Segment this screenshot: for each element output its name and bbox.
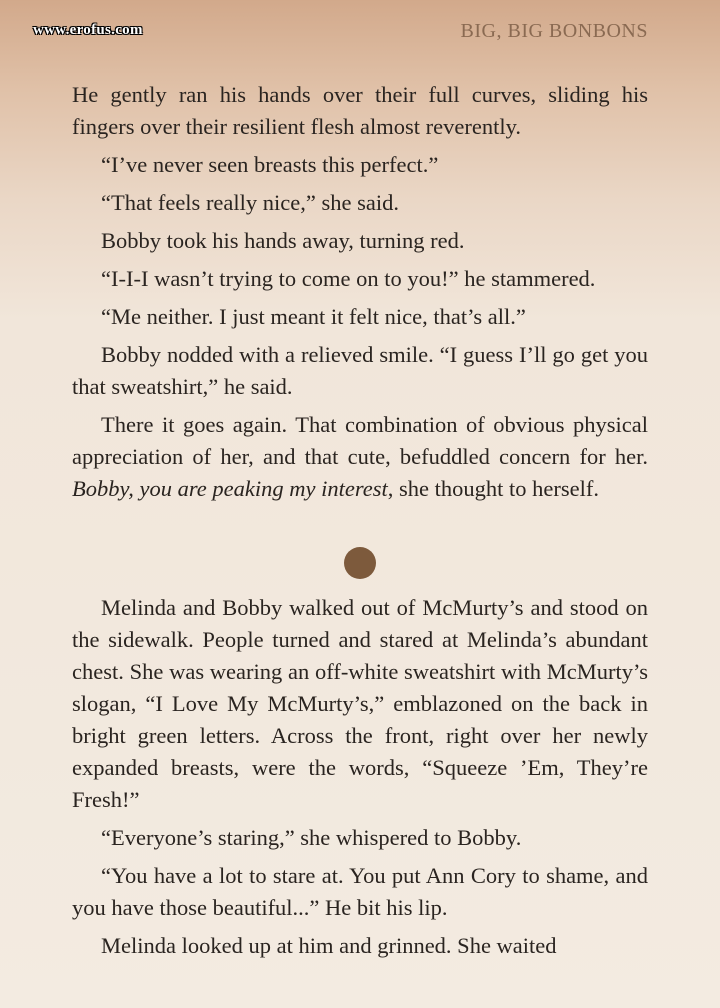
- paragraph-8-italic: Bobby, you are peaking my interest: [72, 476, 388, 501]
- paragraph-8-text: There it goes again. That combination of obvious physical appreciation of her, and that cute, befuddled concern for her.: [72, 412, 648, 469]
- paragraph-2: “I’ve never seen breasts this perfect.”: [101, 152, 439, 177]
- text-section-1: [72, 79, 648, 511]
- section-break-dot-icon: [344, 547, 376, 579]
- paragraph-10: “Everyone’s staring,” she whispered to Bobby.: [101, 825, 522, 850]
- text-section-2: [72, 592, 648, 968]
- watermark: www.erofus.com: [33, 22, 143, 38]
- paragraph-6: “Me neither. I just meant it felt nice, that’s all.”: [101, 304, 526, 329]
- paragraph-5: “I-I-I wasn’t trying to come on to you!” he stammered.: [101, 266, 596, 291]
- paragraph-3: “That feels really nice,” she said.: [101, 190, 399, 215]
- paragraph-1: He gently ran his hands over their full curves, sliding his fingers over their resilient flesh almost reverently.: [72, 82, 648, 139]
- paragraph-8: [72, 409, 648, 505]
- paragraph-8-tail: , she thought to herself.: [387, 476, 599, 501]
- paragraph-4: Bobby took his hands away, turning red.: [101, 228, 465, 253]
- paragraph-9: Melinda and Bobby walked out of McMurty’s and stood on the sidewalk. People turned and stared at Melinda’s abundant chest. She was wearing an off-white sweatshirt with McMurty’s slogan, “I Love My McMurty’s,” emblazoned on the back in bright green letters. Across the front, right over her newly expanded breasts, were the words, “Squeeze ’Em, They’re Fresh!”: [72, 595, 648, 812]
- paragraph-7: Bobby nodded with a relieved smile. “I guess I’ll go get you that sweatshirt,” he said.: [72, 342, 648, 399]
- running-head: BIG, BIG BONBONS: [460, 20, 648, 42]
- paragraph-11: “You have a lot to stare at. You put Ann Cory to shame, and you have those beautiful...” He bit his lip.: [72, 863, 648, 920]
- paragraph-12: Melinda looked up at him and grinned. She waited: [101, 933, 557, 958]
